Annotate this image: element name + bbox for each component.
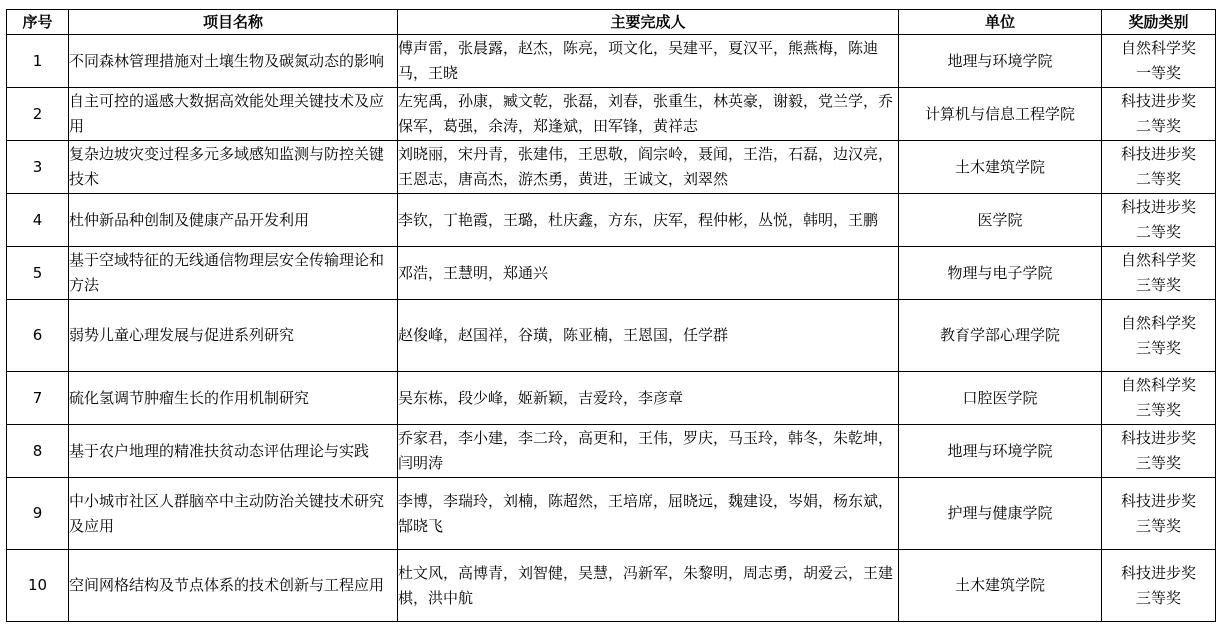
- award-type: [1102, 194, 1216, 247]
- unit: 地理与环境学院: [899, 35, 1102, 88]
- award-grade: 三等奖: [1135, 338, 1181, 357]
- unit: 地理与环境学院: [899, 425, 1102, 478]
- award-category: 科技进步奖: [1120, 491, 1196, 510]
- contributors: 吴东栋，段少峰，姬新颖，吉爱玲，李彦章: [398, 372, 899, 425]
- contributors: 刘晓丽，宋丹青，张建伟，王思敬，阎宗岭，聂闻，王浩，石磊，边汉亮，王恩志，唐高杰，游杰勇，黄进，王诚文，刘翠然: [398, 141, 899, 194]
- award-type: [1102, 425, 1216, 478]
- table-row: [7, 88, 1216, 141]
- unit: 计算机与信息工程学院: [899, 88, 1102, 141]
- contributors: 杜文风，高博青，刘智健，吴慧，冯新军，朱黎明，周志勇，胡爱云，王建棋，洪中航: [398, 550, 899, 622]
- table-header: [7, 10, 1216, 35]
- header-main-contributors: 主要完成人: [398, 10, 899, 35]
- award-type: [1102, 141, 1216, 194]
- award-category: 自然科学奖: [1120, 376, 1196, 394]
- project-name: 杜仲新品种创制及健康产品开发利用: [69, 194, 398, 247]
- award-type: [1102, 550, 1216, 622]
- award-category: 科技进步奖: [1120, 563, 1196, 582]
- unit: 护理与健康学院: [899, 478, 1102, 550]
- awards-table: [6, 9, 1216, 622]
- award-type: [1102, 478, 1216, 550]
- contributors: 邓浩，王慧明，郑通兴: [398, 247, 899, 300]
- project-name: 硫化氢调节肿瘤生长的作用机制研究: [69, 372, 398, 425]
- contributors: 李钦，丁艳霞，王璐，杜庆鑫，方东，庆军，程仲彬，丛悦，韩明，王鹏: [398, 194, 899, 247]
- table-row: [7, 372, 1216, 425]
- award-category: 科技进步奖: [1120, 145, 1196, 163]
- award-category: 自然科学奖: [1120, 313, 1196, 332]
- project-name: 弱势儿童心理发展与促进系列研究: [69, 300, 398, 372]
- project-name: 基于农户地理的精准扶贫动态评估理论与实践: [69, 425, 398, 478]
- award-category: 科技进步奖: [1120, 429, 1196, 447]
- award-type: [1102, 35, 1216, 88]
- award-category: 自然科学奖: [1120, 251, 1196, 269]
- award-grade: 三等奖: [1135, 588, 1181, 607]
- contributors: 乔家君，李小建，李二玲，高更和，王伟，罗庆，马玉玲，韩冬，朱乾坤，闫明涛: [398, 425, 899, 478]
- contributors: 左宪禹，孙康，臧文乾，张磊，刘春，张重生，林英豪，谢毅，党兰学，乔保军，葛强，余涛，郑逢斌，田军锋，黄祥志: [398, 88, 899, 141]
- header-project-name: 项目名称: [69, 10, 398, 35]
- table-row: [7, 247, 1216, 300]
- row-no: 6: [7, 300, 69, 372]
- unit: 口腔医学院: [899, 372, 1102, 425]
- table-row: [7, 300, 1216, 372]
- award-grade: 二等奖: [1135, 117, 1181, 135]
- table-row: [7, 425, 1216, 478]
- table-body: [7, 35, 1216, 622]
- contributors: 傅声雷，张晨露，赵杰，陈亮，项文化，吴建平，夏汉平，熊燕梅，陈迪马，王晓: [398, 35, 899, 88]
- unit: 土木建筑学院: [899, 141, 1102, 194]
- award-grade: 二等奖: [1135, 223, 1181, 241]
- header-award-type: 奖励类别: [1102, 10, 1216, 35]
- award-grade: 三等奖: [1135, 276, 1181, 294]
- row-no: 2: [7, 88, 69, 141]
- award-category: 科技进步奖: [1120, 92, 1196, 110]
- row-no: 9: [7, 478, 69, 550]
- award-category: 自然科学奖: [1120, 39, 1196, 57]
- header-no: 序号: [7, 10, 69, 35]
- header-row: [7, 10, 1216, 35]
- project-name: 空间网格结构及节点体系的技术创新与工程应用: [69, 550, 398, 622]
- unit: 物理与电子学院: [899, 247, 1102, 300]
- award-grade: 一等奖: [1135, 64, 1181, 82]
- unit: 教育学部心理学院: [899, 300, 1102, 372]
- award-grade: 三等奖: [1135, 401, 1181, 419]
- award-type: [1102, 300, 1216, 372]
- row-no: 7: [7, 372, 69, 425]
- award-type: [1102, 247, 1216, 300]
- contributors: 李博，李瑞玲，刘楠，陈超然，王培席，屈晓远，魏建设，岑娟，杨东斌，郜晓飞: [398, 478, 899, 550]
- table-row: [7, 141, 1216, 194]
- project-name: 不同森林管理措施对土壤生物及碳氮动态的影响: [69, 35, 398, 88]
- table-row: [7, 194, 1216, 247]
- row-no: 10: [7, 550, 69, 622]
- table-row: [7, 550, 1216, 622]
- award-grade: 三等奖: [1135, 516, 1181, 535]
- table-row: [7, 478, 1216, 550]
- contributors: 赵俊峰，赵国祥，谷璜，陈亚楠，王恩国，任学群: [398, 300, 899, 372]
- row-no: 4: [7, 194, 69, 247]
- award-grade: 二等奖: [1135, 170, 1181, 188]
- award-category: 科技进步奖: [1120, 198, 1196, 216]
- project-name: 复杂边坡灾变过程多元多域感知监测与防控关键技术: [69, 141, 398, 194]
- unit: 土木建筑学院: [899, 550, 1102, 622]
- row-no: 1: [7, 35, 69, 88]
- unit: 医学院: [899, 194, 1102, 247]
- award-type: [1102, 372, 1216, 425]
- row-no: 8: [7, 425, 69, 478]
- row-no: 3: [7, 141, 69, 194]
- row-no: 5: [7, 247, 69, 300]
- project-name: 基于空域特征的无线通信物理层安全传输理论和方法: [69, 247, 398, 300]
- award-grade: 三等奖: [1135, 454, 1181, 472]
- table-row: [7, 35, 1216, 88]
- project-name: 自主可控的遥感大数据高效能处理关键技术及应用: [69, 88, 398, 141]
- award-type: [1102, 88, 1216, 141]
- project-name: 中小城市社区人群脑卒中主动防治关键技术研究及应用: [69, 478, 398, 550]
- header-unit: 单位: [899, 10, 1102, 35]
